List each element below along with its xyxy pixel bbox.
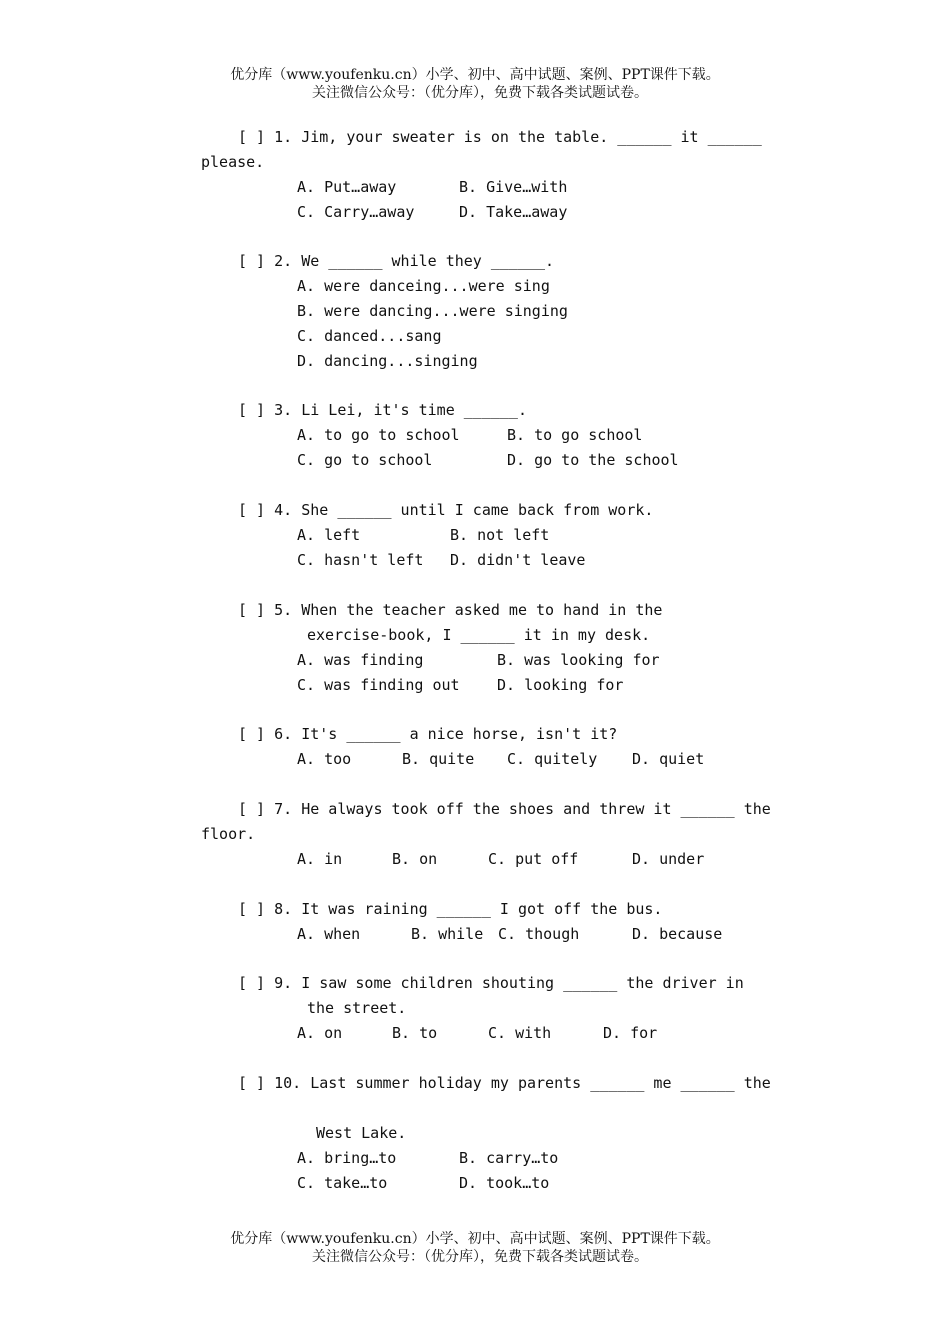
question-stem-line: the street. xyxy=(307,999,407,1017)
option-b: B. was looking for xyxy=(497,651,660,669)
option-c: C. though xyxy=(498,925,580,943)
option-c: C. Carry…away xyxy=(297,203,415,221)
option-b: B. Give…with xyxy=(459,178,568,196)
question-stem-line: [ ] 6. It's ______ a nice horse, isn't it? xyxy=(238,725,618,743)
option-a: A. too xyxy=(297,750,352,768)
option-c: C. with xyxy=(488,1024,552,1042)
option-b: B. to go school xyxy=(507,426,643,444)
option-d: D. dancing...singing xyxy=(297,352,478,370)
question-stem-line: [ ] 3. Li Lei, it's time ______. xyxy=(238,401,527,419)
question-stem-line: [ ] 7. He always took off the shoes and threw it ______ the xyxy=(238,800,771,818)
header-line-1: 优分库（www.youfenku.cn）小学、初中、高中试题、案例、PPT课件下载。 xyxy=(230,67,720,83)
option-b: B. not left xyxy=(450,526,550,544)
option-c: C. was finding out xyxy=(297,676,460,694)
option-c: C. danced...sang xyxy=(297,327,442,345)
option-d: D. go to the school xyxy=(507,451,679,469)
question-stem-line: [ ] 4. She ______ until I came back from work. xyxy=(238,501,654,519)
option-d: D. looking for xyxy=(497,676,624,694)
option-d: D. took…to xyxy=(459,1174,550,1192)
option-d: D. didn't leave xyxy=(450,551,586,569)
question-stem-line: [ ] 5. When the teacher asked me to hand in the xyxy=(238,601,663,619)
header-line-2: 关注微信公众号：（优分库），免费下载各类试题试卷。 xyxy=(312,85,648,101)
option-b: B. on xyxy=(392,850,438,868)
option-b: B. to xyxy=(392,1024,438,1042)
option-a: A. to go to school xyxy=(297,426,460,444)
option-a: A. bring…to xyxy=(297,1149,397,1167)
question-stem-line: exercise-book, I ______ it in my desk. xyxy=(307,626,651,644)
option-c: C. take…to xyxy=(297,1174,388,1192)
footer-line-2: 关注微信公众号：（优分库），免费下载各类试题试卷。 xyxy=(312,1249,648,1265)
page-footer xyxy=(0,1230,950,1266)
option-a: A. when xyxy=(297,925,361,943)
option-a: A. in xyxy=(297,850,343,868)
option-c: C. go to school xyxy=(297,451,433,469)
question-stem-line: [ ] 2. We ______ while they ______. xyxy=(238,252,555,270)
option-b: B. while xyxy=(411,925,484,943)
option-a: A. was finding xyxy=(297,651,424,669)
option-a: A. were danceing...were sing xyxy=(297,277,550,295)
footer-line-1: 优分库（www.youfenku.cn）小学、初中、高中试题、案例、PPT课件下载。 xyxy=(230,1231,720,1247)
option-d: D. for xyxy=(603,1024,658,1042)
question-stem-line: [ ] 10. Last summer holiday my parents ______ me ______ the xyxy=(238,1074,771,1092)
question-stem-line: floor. xyxy=(201,825,256,843)
question-stem-line: [ ] 9. I saw some children shouting ______ the driver in xyxy=(238,974,744,992)
option-a: A. Put…away xyxy=(297,178,397,196)
page-header xyxy=(0,66,950,102)
option-d: D. quiet xyxy=(632,750,705,768)
option-a: A. left xyxy=(297,526,361,544)
question-stem-line: [ ] 8. It was raining ______ I got off the bus. xyxy=(238,900,663,918)
option-d: D. Take…away xyxy=(459,203,568,221)
option-d: D. under xyxy=(632,850,705,868)
question-stem-line: West Lake. xyxy=(316,1124,407,1142)
question-stem-line: please. xyxy=(201,153,265,171)
option-d: D. because xyxy=(632,925,723,943)
option-c: C. quitely xyxy=(507,750,598,768)
option-b: B. carry…to xyxy=(459,1149,559,1167)
option-c: C. hasn't left xyxy=(297,551,424,569)
question-stem-line: [ ] 1. Jim, your sweater is on the table. ______ it ______ xyxy=(238,128,762,146)
option-b: B. quite xyxy=(402,750,475,768)
option-b: B. were dancing...were singing xyxy=(297,302,568,320)
option-c: C. put off xyxy=(488,850,579,868)
option-a: A. on xyxy=(297,1024,343,1042)
